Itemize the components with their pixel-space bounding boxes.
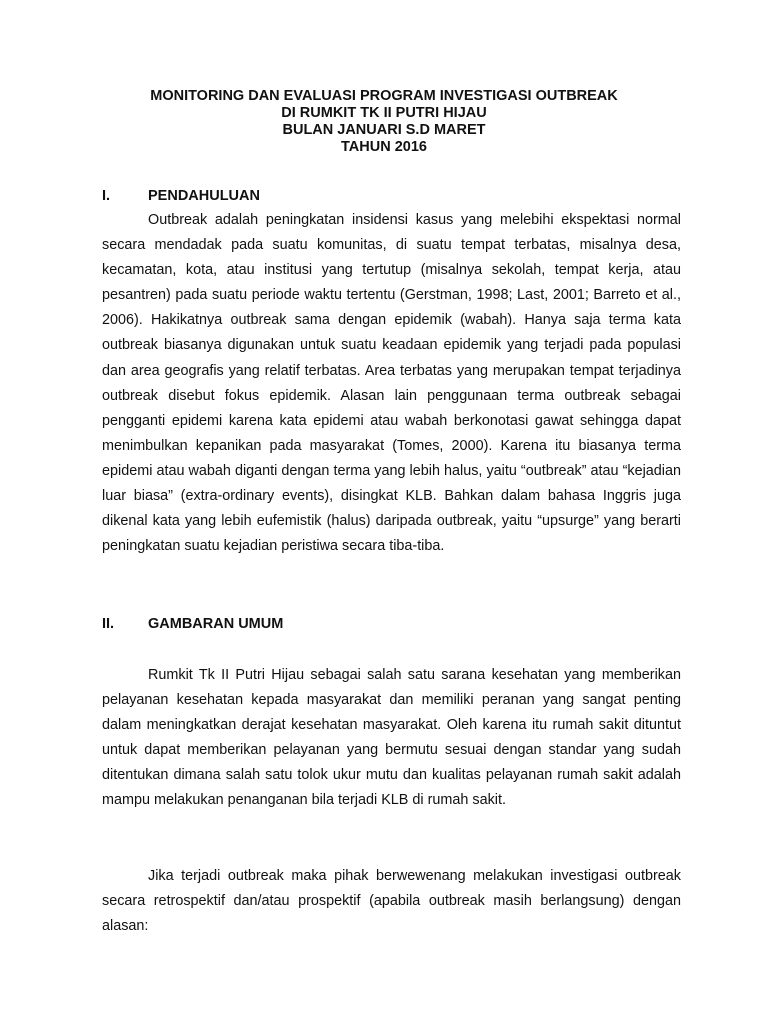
title-line-1: MONITORING DAN EVALUASI PROGRAM INVESTIGASI OUTBREAK	[150, 88, 618, 104]
document-title	[0, 88, 768, 156]
section-title: PENDAHULUAN	[148, 188, 260, 204]
paragraph-pendahuluan: Outbreak adalah peningkatan insidensi kasus yang melebihi ekspektasi normal secara mendadak pada suatu komunitas, di suatu tempat terbatas, misalnya desa, kecamatan, kota, atau institusi yang tertutup (misalnya sekolah, tempat kerja, atau pesantren) pada suatu periode waktu tertentu (Gerstman, 1998; Last, 2001; Barreto et al., 2006). Hakikatnya outbreak sama dengan epidemik (wabah). Hanya saja terma kata outbreak biasanya digunakan untuk suatu keadaan epidemik yang terjadi pada populasi dan area geografis yang relatif terbatas. Area terbatas yang merupakan tempat terjadinya outbreak disebut fokus epidemik. Alasan lain penggunaan terma outbreak sebagai pengganti epidemi karena kata epidemi atau wabah berkonotasi gawat sehingga dapat menimbulkan kepanikan pada masyarakat (Tomes, 2000). Karena itu biasanya terma epidemi atau wabah diganti dengan terma yang lebih halus, yaitu “outbreak” atau “kejadian luar biasa” (extra-ordinary events), disingkat KLB. Bahkan dalam bahasa Inggris juga dikenal kata yang lebih eufemistik (halus) daripada outbreak, yaitu “upsurge” yang berarti peningkatan suatu kejadian peristiwa secara tiba-tiba.	[102, 212, 681, 555]
paragraph-gambaran-umum-1: Rumkit Tk II Putri Hijau sebagai salah satu sarana kesehatan yang memberikan pelayanan kesehatan kepada masyarakat dan memiliki peranan yang sangat penting dalam meningkatkan derajat kesehatan masyarakat. Oleh karena itu rumah sakit dituntut untuk dapat memberikan pelayanan yang bermutu sesuai dengan standar yang sudah ditentukan dimana salah satu tolok ukur mutu dan kualitas pelayanan rumah sakit adalah mampu melakukan penanganan bila terjadi KLB di rumah sakit.	[102, 667, 681, 809]
title-line-4: TAHUN 2016	[341, 139, 427, 155]
section-number: I.	[102, 188, 111, 204]
section-heading-pendahuluan	[102, 186, 260, 206]
section-number: II.	[102, 616, 115, 632]
section-heading-gambaran-umum	[102, 614, 283, 634]
paragraph-gambaran-umum-2: Jika terjadi outbreak maka pihak berwewenang melakukan investigasi outbreak secara retrospektif dan/atau prospektif (apabila outbreak masih berlangsung) dengan alasan:	[102, 868, 681, 935]
title-line-3: BULAN JANUARI S.D MARET	[282, 122, 486, 138]
section-title: GAMBARAN UMUM	[148, 616, 284, 632]
title-line-2: DI RUMKIT TK II PUTRI HIJAU	[281, 105, 487, 121]
